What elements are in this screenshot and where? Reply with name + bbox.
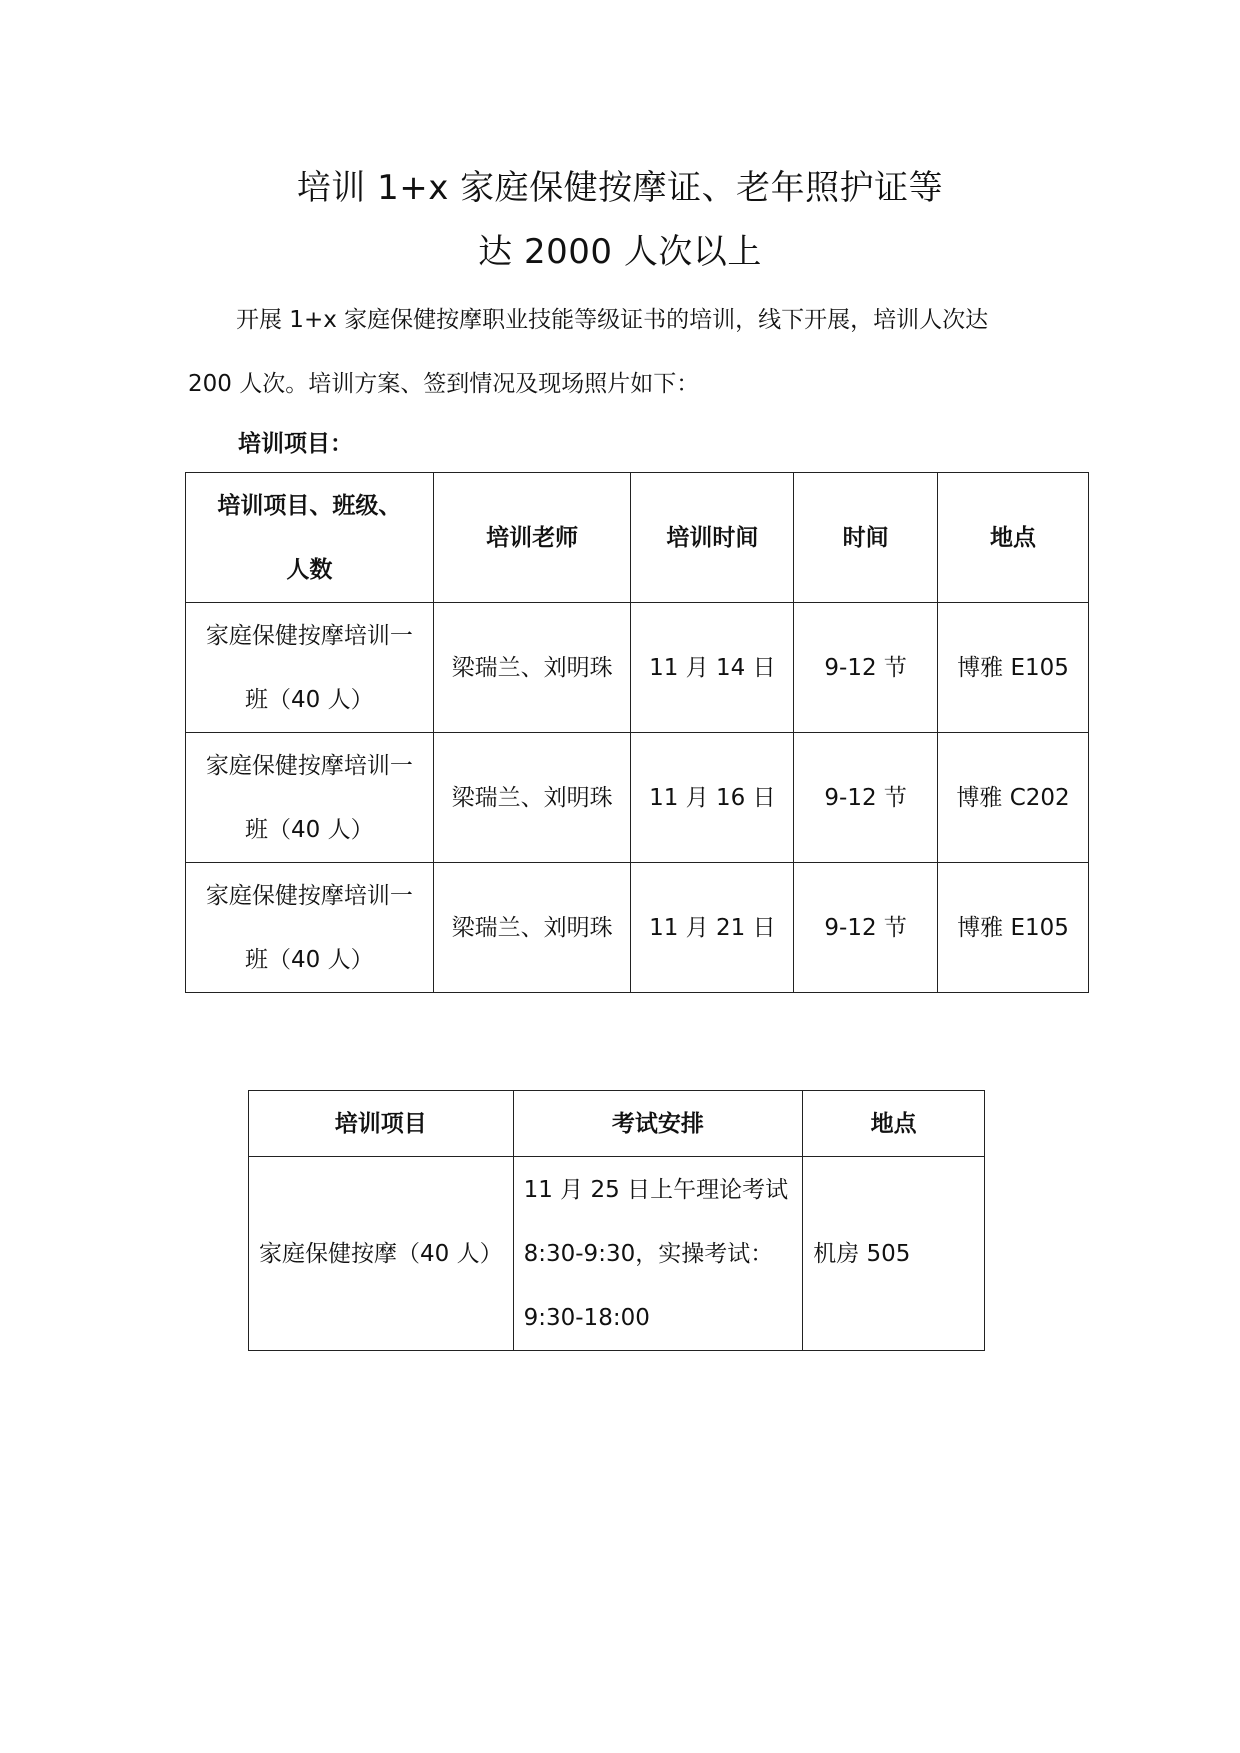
header-location: 地点: [803, 1091, 985, 1157]
cell-date: 11 月 21 日: [631, 863, 794, 993]
table-row: [186, 733, 1089, 863]
cell-project-line-1: 家庭保健按摩培训一: [205, 882, 413, 909]
table-row: [186, 603, 1089, 733]
cell-project-line-1: 家庭保健按摩培训一: [205, 752, 413, 779]
arrangement-line-2: 8:30-9:30，实操考试：: [523, 1240, 774, 1267]
cell-location: 博雅 E105: [938, 863, 1089, 993]
intro-paragraph: [188, 288, 1068, 416]
arrangement-line-1: 11 月 25 日上午理论考试: [523, 1176, 789, 1203]
document-title-line-2: 达 2000 人次以上: [478, 232, 762, 272]
header-project-class-count: [186, 473, 434, 603]
cell-project: [186, 733, 434, 863]
cell-date: 11 月 16 日: [631, 733, 794, 863]
table-row: [186, 863, 1089, 993]
training-schedule-table: [185, 472, 1089, 993]
cell-location: 机房 505: [803, 1157, 985, 1351]
cell-location: 博雅 C202: [938, 733, 1089, 863]
intro-line-1: 开展 1+x 家庭保健按摩职业技能等级证书的培训，线下开展，培训人次达: [236, 307, 989, 333]
table-row: [249, 1157, 985, 1351]
cell-project: 家庭保健按摩（40 人）: [249, 1157, 514, 1351]
arrangement-line-3: 9:30-18:00: [523, 1304, 650, 1331]
document-title-line-1: 培训 1+x 家庭保健按摩证、老年照护证等: [296, 168, 944, 208]
header-project-line-2: 人数: [286, 556, 333, 583]
cell-teacher: 梁瑞兰、刘明珠: [433, 863, 631, 993]
cell-exam-arrangement: [513, 1157, 803, 1351]
cell-teacher: 梁瑞兰、刘明珠: [433, 733, 631, 863]
cell-project-line-1: 家庭保健按摩培训一: [205, 622, 413, 649]
header-time: 时间: [794, 473, 938, 603]
cell-project-line-2: 班（40 人）: [245, 686, 374, 713]
cell-project: [186, 603, 434, 733]
header-exam-arrangement: 考试安排: [513, 1091, 803, 1157]
cell-period: 9-12 节: [794, 863, 938, 993]
header-train-time: 培训时间: [631, 473, 794, 603]
cell-teacher: 梁瑞兰、刘明珠: [433, 603, 631, 733]
header-project: 培训项目: [249, 1091, 514, 1157]
table-header-row: [186, 473, 1089, 603]
header-project-line-1: 培训项目、班级、: [217, 492, 402, 519]
intro-line-2: 200 人次。培训方案、签到情况及现场照片如下：: [188, 371, 700, 397]
cell-project-line-2: 班（40 人）: [245, 816, 374, 843]
cell-project: [186, 863, 434, 993]
section-label-training-project: 培训项目：: [238, 431, 353, 457]
cell-project-line-2: 班（40 人）: [245, 946, 374, 973]
cell-period: 9-12 节: [794, 733, 938, 863]
exam-arrangement-table: [248, 1090, 985, 1351]
header-location: 地点: [938, 473, 1089, 603]
header-teacher: 培训老师: [433, 473, 631, 603]
cell-location: 博雅 E105: [938, 603, 1089, 733]
table-header-row: [249, 1091, 985, 1157]
cell-period: 9-12 节: [794, 603, 938, 733]
cell-date: 11 月 14 日: [631, 603, 794, 733]
